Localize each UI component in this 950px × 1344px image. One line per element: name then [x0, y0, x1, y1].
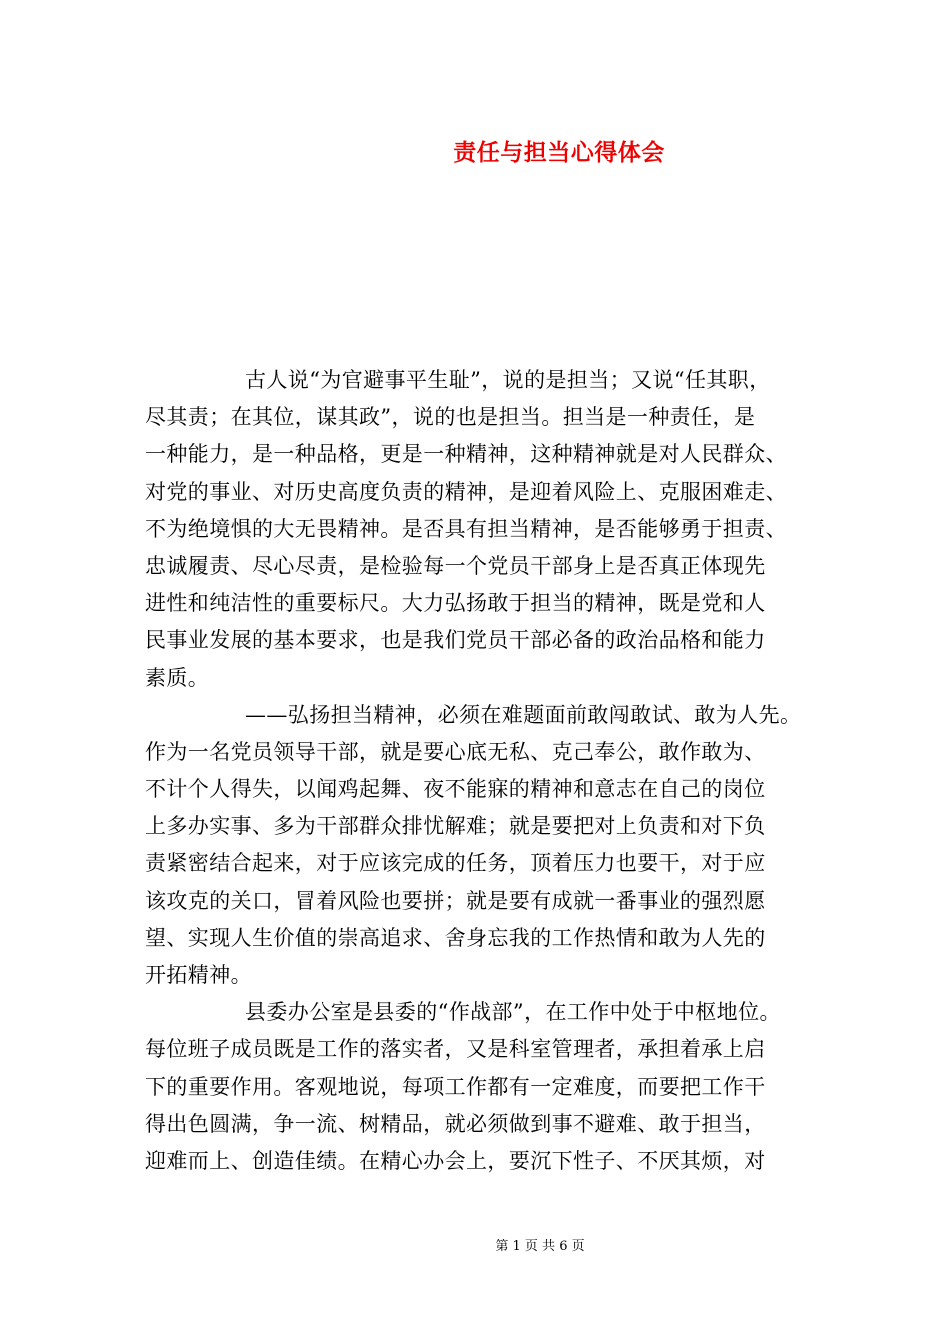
paragraph-line: 不为绝境惧的大无畏精神。是否具有担当精神，是否能够勇于担责、 [145, 516, 787, 541]
paragraph-line: 下的重要作用。客观地说，每项工作都有一定难度，而要把工作干 [145, 1074, 766, 1099]
paragraph-line: 得出色圆满，争一流、树精品，就必须做到事不避难、敢于担当， [145, 1111, 766, 1136]
paragraph-line: 望、实现人生价值的崇高追求、舍身忘我的工作热情和敢为人先的 [145, 925, 766, 950]
document-title: 责任与担当心得体会 [453, 139, 665, 166]
paragraph-line: 进性和纯洁性的重要标尺。大力弘扬敢于担当的精神，既是党和人 [145, 591, 766, 616]
paragraph-line: 古人说“为官避事平生耻”，说的是担当；又说“任其职， [245, 368, 771, 392]
paragraph-line: 开拓精神。 [145, 963, 252, 987]
paragraph-line: 忠诚履责、尽心尽责，是检验每一个党员干部身上是否真正体现先 [145, 553, 766, 578]
paragraph-line: 迎难而上、创造佳绩。在精心办会上，要沉下性子、不厌其烦，对 [145, 1148, 766, 1173]
paragraph-line: 责紧密结合起来，对于应该完成的任务，顶着压力也要干，对于应 [145, 851, 766, 876]
paragraph-line: 每位班子成员既是工作的落实者，又是科室管理者，承担着承上启 [145, 1037, 766, 1062]
document-body [145, 362, 820, 1180]
paragraph-line: 民事业发展的基本要求，也是我们党员干部必备的政治品格和能力 [145, 628, 766, 653]
paragraph-line: ——弘扬担当精神，必须在难题面前敢闯敢试、敢为人先。 [245, 702, 802, 727]
paragraph-line: 上多办实事、多为干部群众排忧解难；就是要把对上负责和对下负 [145, 814, 766, 839]
paragraph-line: 该攻克的关口，冒着风险也要拼；就是要有成就一番事业的强烈愿 [145, 888, 766, 913]
paragraph-line: 一种能力，是一种品格，更是一种精神，这种精神就是对人民群众、 [145, 442, 787, 467]
page-footer: 第 1 页 共 6 页 [495, 1239, 585, 1254]
paragraph-line: 作为一名党员领导干部，就是要心底无私、克己奉公，敢作敢为、 [145, 739, 766, 764]
paragraph-line: 不计个人得失，以闻鸡起舞、夜不能寐的精神和意志在自己的岗位 [145, 777, 766, 802]
paragraph-line: 素质。 [145, 665, 210, 690]
paragraph-line: 对党的事业、对历史高度负责的精神，是迎着风险上、克服困难走、 [145, 479, 787, 504]
paragraph-line: 县委办公室是县委的“作战部”，在工作中处于中枢地位。 [245, 1000, 781, 1025]
paragraph-line: 尽其责；在其位，谋其政”，说的也是担当。担当是一种责任，是 [145, 405, 756, 430]
